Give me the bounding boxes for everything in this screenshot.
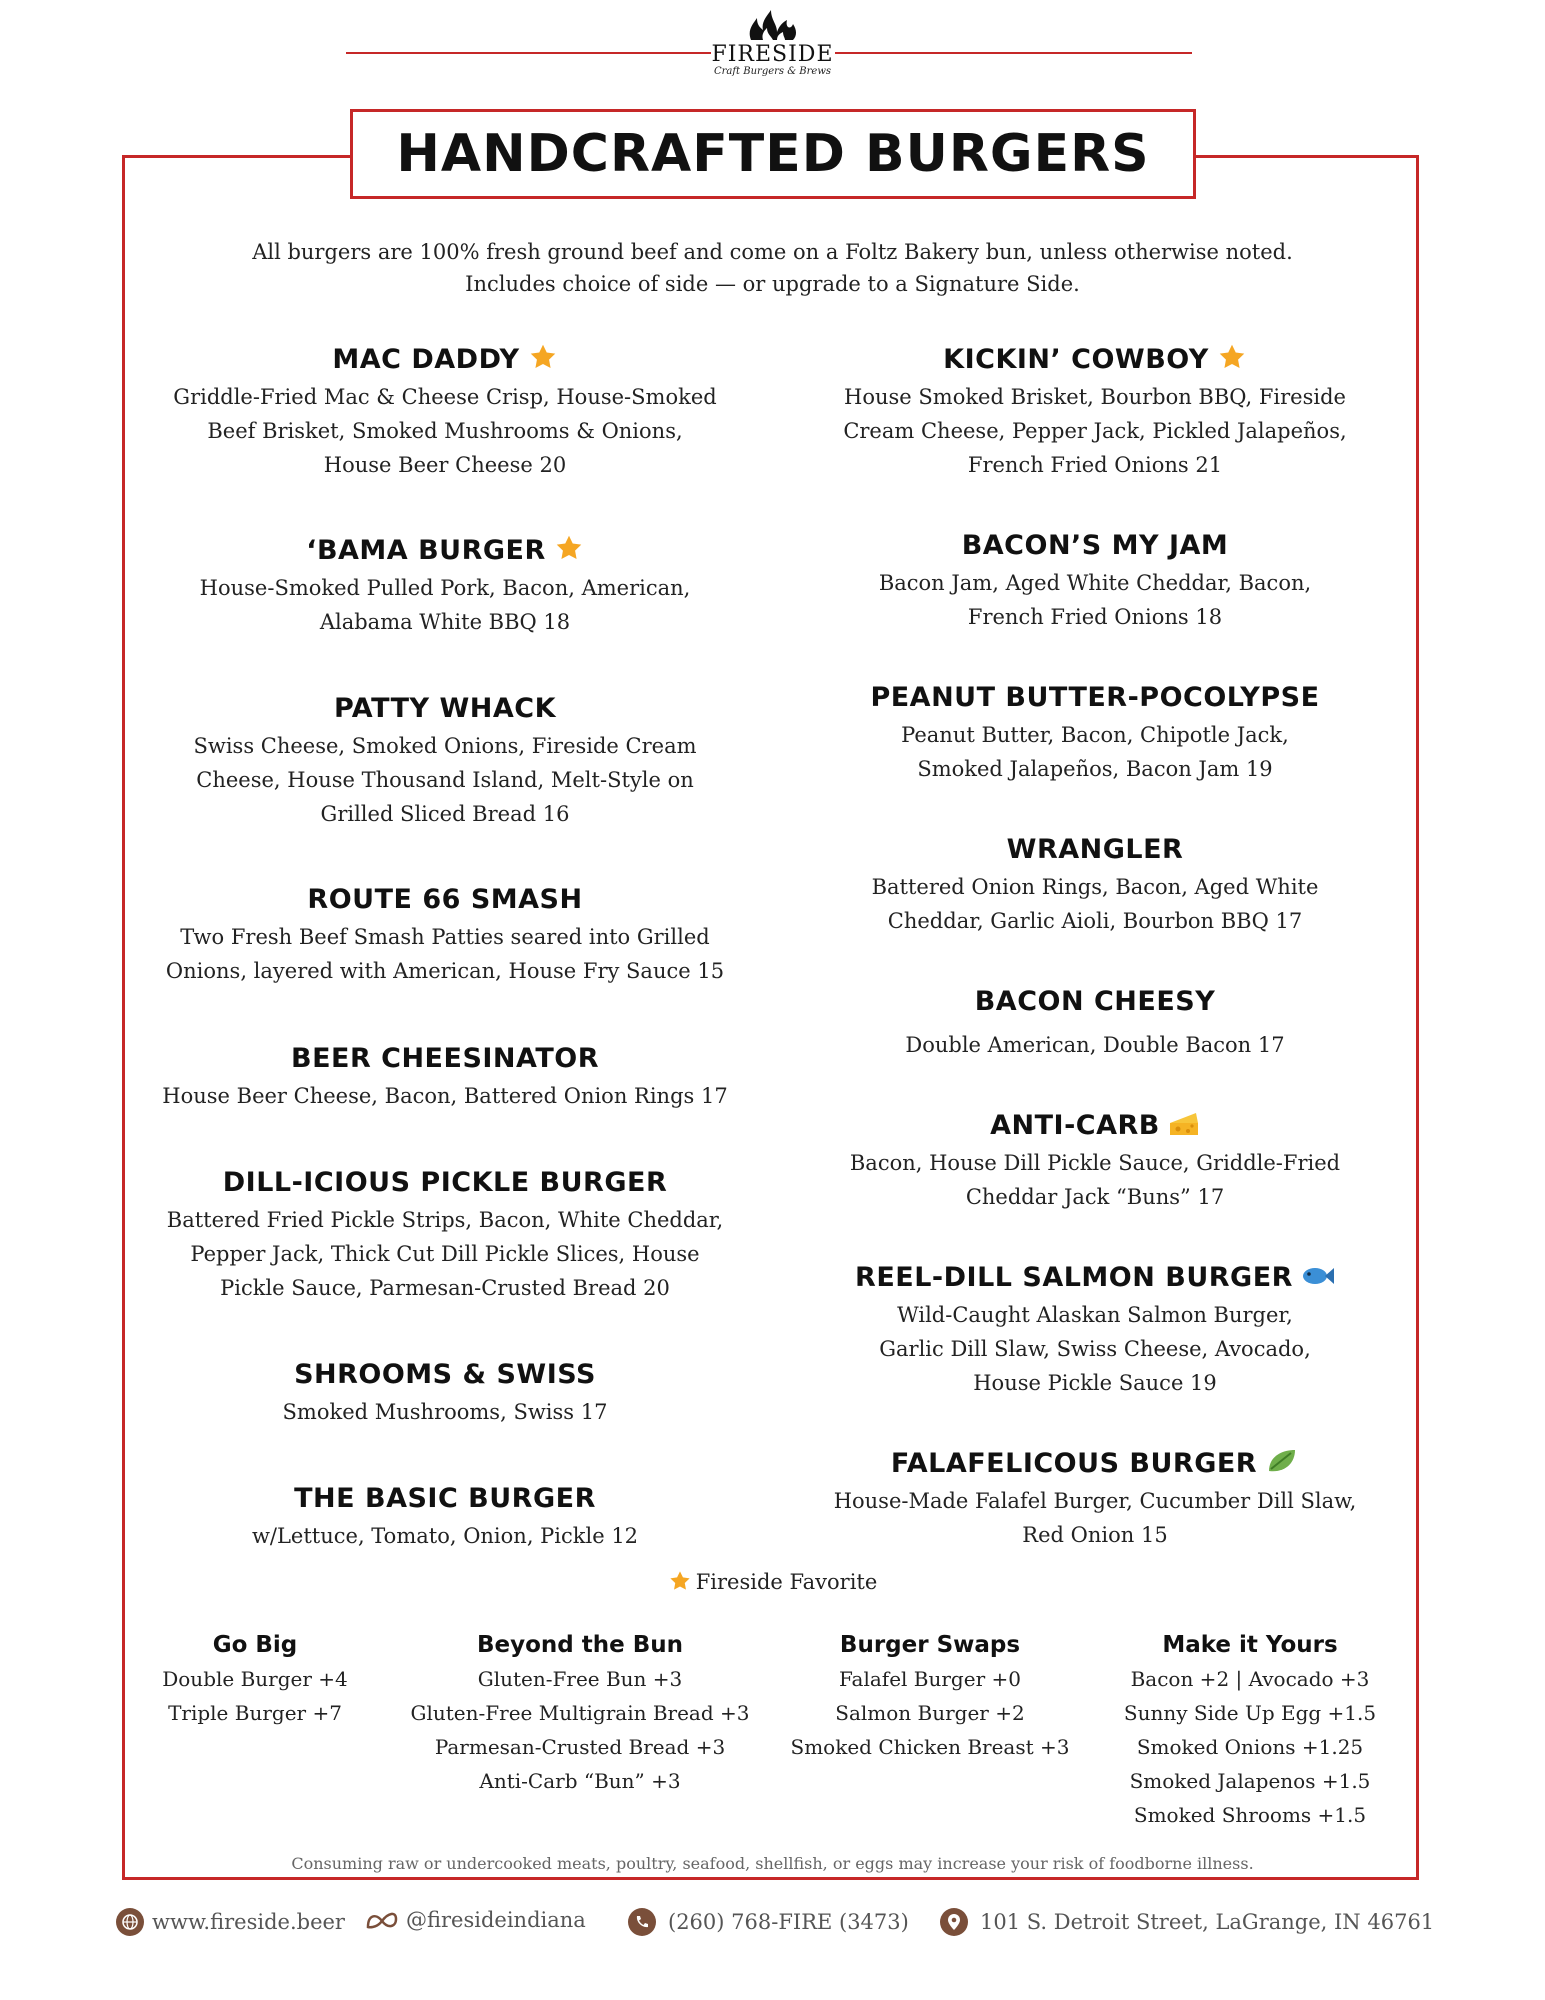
- footer-social[interactable]: [364, 1908, 586, 1932]
- addon-line: Double Burger +4: [162, 1667, 348, 1691]
- item-name: WRANGLER: [1006, 834, 1184, 865]
- addon-line: Gluten-Free Multigrain Bread +3: [410, 1701, 750, 1725]
- addon-line: Falafel Burger +0: [839, 1667, 1021, 1691]
- intro-line-1: All burgers are 100% fresh ground beef and come on a Foltz Bakery bun, unless otherwise noted.: [252, 240, 1293, 264]
- item-name: MAC DADDY: [332, 344, 520, 375]
- item-desc-line: Red Onion 15: [1022, 1523, 1168, 1547]
- item-name: DILL-ICIOUS PICKLE BURGER: [222, 1167, 668, 1198]
- item-desc-line: Alabama White BBQ 18: [319, 610, 571, 634]
- food-safety-disclaimer: Consuming raw or undercooked meats, poultry, seafood, shellfish, or eggs may increase your risk of foodborne illness.: [291, 1854, 1254, 1873]
- menu-item: [125, 1481, 765, 1553]
- item-desc-line: w/Lettuce, Tomato, Onion, Pickle 12: [251, 1524, 639, 1548]
- menu-item: [125, 882, 765, 988]
- footer: [116, 1908, 1436, 1944]
- fish-icon: [1301, 1263, 1335, 1289]
- item-name: SHROOMS & SWISS: [294, 1359, 596, 1390]
- menu-item: [775, 832, 1415, 938]
- item-name: KICKIN’ COWBOY: [943, 344, 1209, 375]
- item-desc-line: Cheese, House Thousand Island, Melt-Style on: [196, 768, 694, 792]
- item-name: BACON’S MY JAM: [961, 530, 1229, 561]
- favorite-legend: [0, 1566, 1545, 1598]
- addon-line: Parmesan-Crusted Bread +3: [434, 1735, 726, 1759]
- meta-icon: [364, 1909, 400, 1931]
- addon-group: [775, 1628, 1085, 1764]
- phone-number[interactable]: (260) 768-FIRE (3473): [668, 1910, 909, 1934]
- menu-item: [775, 1446, 1415, 1552]
- menu-item: [125, 691, 765, 831]
- item-desc-line: Cheddar Jack “Buns” 17: [965, 1185, 1225, 1209]
- item-desc-line: Cheddar, Garlic Aioli, Bourbon BBQ 17: [887, 909, 1303, 933]
- item-desc-line: Battered Fried Pickle Strips, Bacon, White Cheddar,: [166, 1208, 724, 1232]
- item-desc-line: Beef Brisket, Smoked Mushrooms & Onions,: [207, 419, 683, 443]
- brand-name: FIRESIDE: [711, 42, 834, 67]
- menu-item: [775, 342, 1415, 482]
- addon-heading: Burger Swaps: [839, 1632, 1021, 1658]
- item-name: PATTY WHACK: [333, 693, 557, 724]
- menu-item: [125, 1041, 765, 1113]
- item-desc-line: Smoked Jalapeños, Bacon Jam 19: [917, 757, 1273, 781]
- star-icon: [528, 343, 558, 371]
- item-name: PEANUT BUTTER-POCOLYPSE: [870, 682, 1320, 713]
- item-name: REEL-DILL SALMON BURGER: [855, 1262, 1293, 1293]
- brand-logo: [0, 8, 1545, 78]
- addon-heading: Beyond the Bun: [476, 1632, 684, 1658]
- globe-icon: [116, 1908, 144, 1936]
- website-link[interactable]: www.fireside.beer: [152, 1910, 345, 1934]
- star-icon: [554, 534, 584, 562]
- item-desc-line: Bacon, House Dill Pickle Sauce, Griddle-Fried: [849, 1151, 1341, 1175]
- item-desc-line: House Beer Cheese 20: [323, 453, 567, 477]
- item-desc-line: Battered Onion Rings, Bacon, Aged White: [871, 875, 1319, 899]
- item-desc-line: Pickle Sauce, Parmesan-Crusted Bread 20: [220, 1276, 670, 1300]
- menu-item: [775, 1108, 1415, 1214]
- item-desc-line: Swiss Cheese, Smoked Onions, Fireside Cream: [193, 734, 697, 758]
- addon-line: Triple Burger +7: [168, 1701, 342, 1725]
- menu-item: [125, 342, 765, 482]
- item-desc-line: Peanut Butter, Bacon, Chipotle Jack,: [901, 723, 1289, 747]
- addon-line: Smoked Shrooms +1.5: [1133, 1803, 1367, 1827]
- item-desc-line: Double American, Double Bacon 17: [905, 1033, 1285, 1057]
- phone-icon: [628, 1908, 656, 1936]
- title-box: [350, 109, 1196, 199]
- intro-line-2: Includes choice of side — or upgrade to a Signature Side.: [465, 272, 1080, 296]
- addon-heading: Go Big: [212, 1632, 298, 1658]
- item-name: BACON CHEESY: [974, 986, 1216, 1017]
- item-desc-line: French Fried Onions 18: [967, 605, 1223, 629]
- item-desc-line: Garlic Dill Slaw, Swiss Cheese, Avocado,: [879, 1337, 1311, 1361]
- star-icon: [668, 1570, 692, 1592]
- item-desc-line: House Smoked Brisket, Bourbon BBQ, Fireside: [844, 385, 1346, 409]
- item-desc-line: Griddle-Fried Mac & Cheese Crisp, House-Smoked: [173, 385, 717, 409]
- footer-address[interactable]: [940, 1908, 1434, 1936]
- addon-line: Gluten-Free Bun +3: [477, 1667, 683, 1691]
- cheese-icon: [1168, 1109, 1200, 1137]
- item-desc-line: House-Smoked Pulled Pork, Bacon, American,: [199, 576, 691, 600]
- menu-item: [125, 533, 765, 639]
- item-name: ROUTE 66 SMASH: [307, 884, 583, 915]
- leaf-icon: [1265, 1447, 1299, 1475]
- menu-item: [775, 680, 1415, 786]
- item-desc-line: Pepper Jack, Thick Cut Dill Pickle Slices, House: [190, 1242, 700, 1266]
- menu-item: [125, 1165, 765, 1305]
- item-desc-line: Bacon Jam, Aged White Cheddar, Bacon,: [878, 571, 1312, 595]
- item-desc-line: House Beer Cheese, Bacon, Battered Onion Rings 17: [162, 1084, 728, 1108]
- social-handle[interactable]: @firesideindiana: [406, 1908, 586, 1932]
- item-name: ‘BAMA BURGER: [306, 535, 546, 566]
- addon-line: Bacon +2 | Avocado +3: [1130, 1667, 1370, 1691]
- addon-line: Salmon Burger +2: [835, 1701, 1025, 1725]
- star-icon: [1217, 343, 1247, 371]
- addon-line: Smoked Jalapenos +1.5: [1129, 1769, 1371, 1793]
- addon-group: [135, 1628, 375, 1730]
- menu-item: [775, 528, 1415, 634]
- addon-line: Smoked Chicken Breast +3: [790, 1735, 1070, 1759]
- footer-phone[interactable]: [628, 1908, 909, 1936]
- item-desc-line: Smoked Mushrooms, Swiss 17: [282, 1400, 608, 1424]
- item-name: FALAFELICOUS BURGER: [890, 1448, 1258, 1479]
- location-pin-icon: [940, 1908, 968, 1936]
- item-name: BEER CHEESINATOR: [290, 1043, 599, 1074]
- item-desc-line: Wild-Caught Alaskan Salmon Burger,: [897, 1303, 1293, 1327]
- street-address[interactable]: 101 S. Detroit Street, LaGrange, IN 46761: [980, 1910, 1435, 1934]
- intro-text: [0, 236, 1545, 300]
- item-desc-line: Cream Cheese, Pepper Jack, Pickled Jalapeños,: [843, 419, 1347, 443]
- favorite-legend-label: Fireside Favorite: [695, 1570, 878, 1594]
- item-desc-line: Onions, layered with American, House Fry Sauce 15: [165, 959, 725, 983]
- item-desc-line: Two Fresh Beef Smash Patties seared into Grilled: [180, 925, 710, 949]
- item-desc-line: House Pickle Sauce 19: [973, 1371, 1217, 1395]
- footer-website[interactable]: [116, 1908, 345, 1936]
- addon-group: [1100, 1628, 1400, 1832]
- addon-line: Anti-Carb “Bun” +3: [479, 1769, 681, 1793]
- addon-line: Sunny Side Up Egg +1.5: [1123, 1701, 1377, 1725]
- flame-icon: [743, 8, 803, 42]
- page-title: HANDCRAFTED BURGERS: [396, 124, 1150, 184]
- item-desc-line: French Fried Onions 21: [967, 453, 1223, 477]
- menu-item: [775, 984, 1415, 1062]
- addon-group: [390, 1628, 770, 1798]
- brand-tagline: Craft Burgers & Brews: [713, 66, 832, 77]
- menu-item: [125, 1357, 765, 1429]
- addon-heading: Make it Yours: [1162, 1632, 1338, 1658]
- item-name: ANTI-CARB: [990, 1110, 1160, 1141]
- addon-line: Smoked Onions +1.25: [1136, 1735, 1364, 1759]
- item-desc-line: House-Made Falafel Burger, Cucumber Dill Slaw,: [833, 1489, 1357, 1513]
- item-desc-line: Grilled Sliced Bread 16: [320, 802, 570, 826]
- menu-item: [775, 1260, 1415, 1400]
- item-name: THE BASIC BURGER: [294, 1483, 596, 1514]
